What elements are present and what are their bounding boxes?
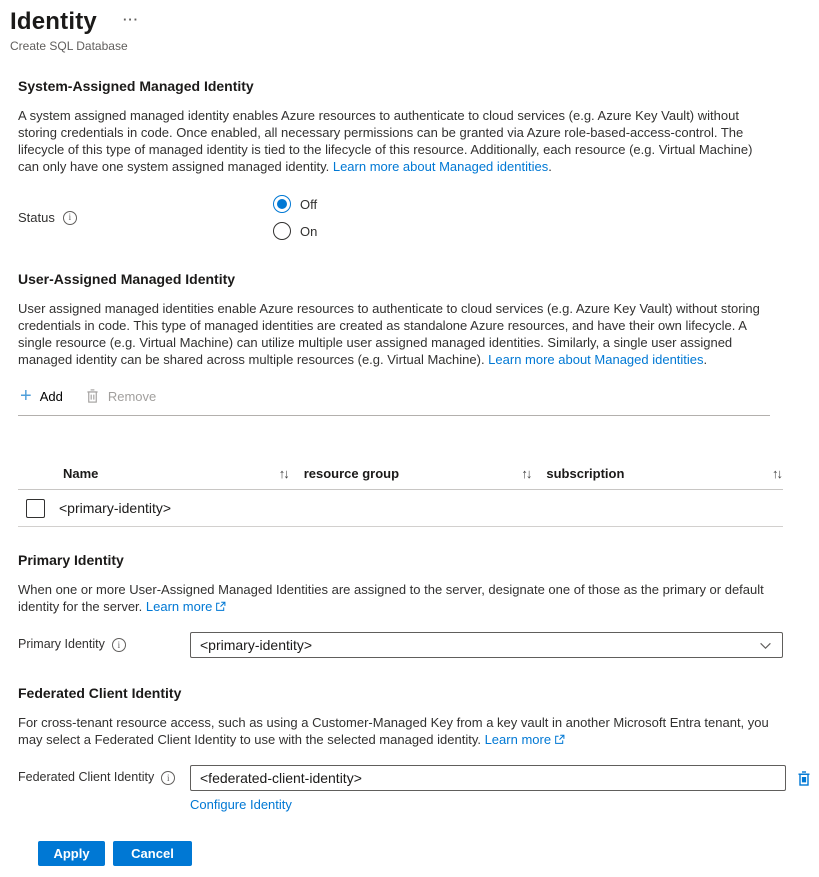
column-header-subscription-label: subscription [546,466,625,481]
status-info-icon[interactable]: i [63,211,77,225]
column-header-resource-group-label: resource group [303,466,400,481]
user-identities-table [18,460,783,527]
federated-identity-description-text: For cross-tenant resource access, such as using a Customer-Managed Key from a key vault in another Microsoft Entra tenant, you may select a Federated Client Identity to use with the selected managed identity. [18,715,769,747]
federated-learn-more-link[interactable] [485,732,565,747]
column-header-name [63,466,304,481]
column-header-resource-group [304,466,547,481]
primary-identity-selected-value: <primary-identity> [200,637,313,653]
footer-actions [38,841,783,866]
federated-identity-heading: Federated Client Identity [18,685,182,701]
status-radio-off-label: Off [300,196,318,212]
column-header-subscription [546,466,783,481]
primary-identity-field-row [18,632,783,658]
system-assigned-learn-more-link[interactable]: Learn more about Managed identities [332,159,549,174]
radio-icon [273,195,291,213]
chevron-down-icon [759,639,772,652]
sort-icon[interactable]: ↑↓ [772,466,781,481]
delete-federated-identity-icon[interactable] [796,770,812,787]
federated-identity-field-label-group [18,765,190,812]
primary-identity-description [18,581,770,615]
cancel-button[interactable]: Cancel [113,841,192,866]
primary-identity-info-icon[interactable]: i [112,638,126,652]
status-radio-group [273,195,317,240]
remove-button-label: Remove [107,388,157,404]
federated-identity-input[interactable] [190,765,786,791]
plus-icon: + [20,385,32,407]
configure-identity-link[interactable]: Configure Identity [190,797,292,812]
primary-identity-heading: Primary Identity [18,552,124,568]
system-assigned-description-suffix: . [548,159,552,174]
status-radio-on[interactable] [273,222,317,240]
primary-identity-field-label: Primary Identity [18,637,105,651]
status-radio-off[interactable] [273,195,317,213]
federated-identity-control [190,765,812,812]
radio-icon [273,222,291,240]
user-assigned-description-suffix: . [703,352,708,367]
status-field-row [18,195,783,240]
primary-identity-description-text: When one or more User-Assigned Managed Identities are assigned to the server, designate one of those as the primary or default identity for the server. [18,582,764,614]
add-button-label: Add [39,388,63,404]
system-assigned-heading: System-Assigned Managed Identity [18,78,254,94]
status-label-group [18,195,273,240]
row-identity-name: <primary-identity> [59,500,172,516]
row-checkbox[interactable] [26,499,45,518]
breadcrumb: Create SQL Database [10,39,128,53]
external-link-icon [215,601,226,612]
table-row[interactable] [18,490,783,527]
system-assigned-description [18,107,770,175]
identity-toolbar [18,379,770,416]
more-options-icon[interactable]: ··· [122,11,139,27]
federated-identity-description [18,714,770,748]
external-link-icon [554,734,565,745]
status-radio-on-label: On [300,223,318,239]
sort-icon[interactable]: ↑↓ [278,466,288,481]
user-assigned-heading: User-Assigned Managed Identity [18,271,236,287]
status-label: Status [18,210,55,225]
page-title: Identity [10,8,97,35]
learn-more-label: Learn more [145,599,213,614]
remove-button[interactable] [85,388,156,404]
sort-icon[interactable]: ↑↓ [521,466,531,481]
trash-icon [85,388,100,404]
blade-header [10,8,783,36]
system-assigned-description-text: A system assigned managed identity enables Azure resources to authenticate to cloud services (e.g. Azure Key Vault) without storing credentials in code. Once enabled, all necessary permissions can be granted via Azure role-based-access-control. The lifecycle of this type of managed identity is tied to the lifecycle of this resource. Additionally, each resource (e.g. Virtual Machine) can only have one system assigned managed identity. [18,108,753,174]
primary-identity-select[interactable] [190,632,783,658]
primary-identity-field-label-group [18,632,190,658]
user-assigned-learn-more-link[interactable]: Learn more about Managed identities [488,352,704,367]
federated-identity-field-row [18,765,783,812]
apply-button[interactable]: Apply [38,841,105,866]
table-header-row [18,460,783,490]
federated-identity-field-label: Federated Client Identity [18,770,155,784]
column-header-name-label: Name [63,466,99,481]
user-assigned-description-text: User assigned managed identities enable Azure resources to authenticate to cloud services (e.g. Azure Key Vault) without storing credentials in code. This type of managed identities are created as standalone Azure resources, and have their own lifecycle. A single resource (e.g. Virtual Machine) can utilize multiple user assigned managed identities. Similarly, a single user assigned managed identity can be shared across multiple resources (e.g. Virtual Machine). [18,301,760,367]
primary-identity-learn-more-link[interactable] [146,599,226,614]
federated-identity-info-icon[interactable]: i [161,771,175,785]
add-button[interactable] [20,385,63,407]
user-assigned-description [18,300,770,368]
learn-more-label: Learn more [484,732,552,747]
